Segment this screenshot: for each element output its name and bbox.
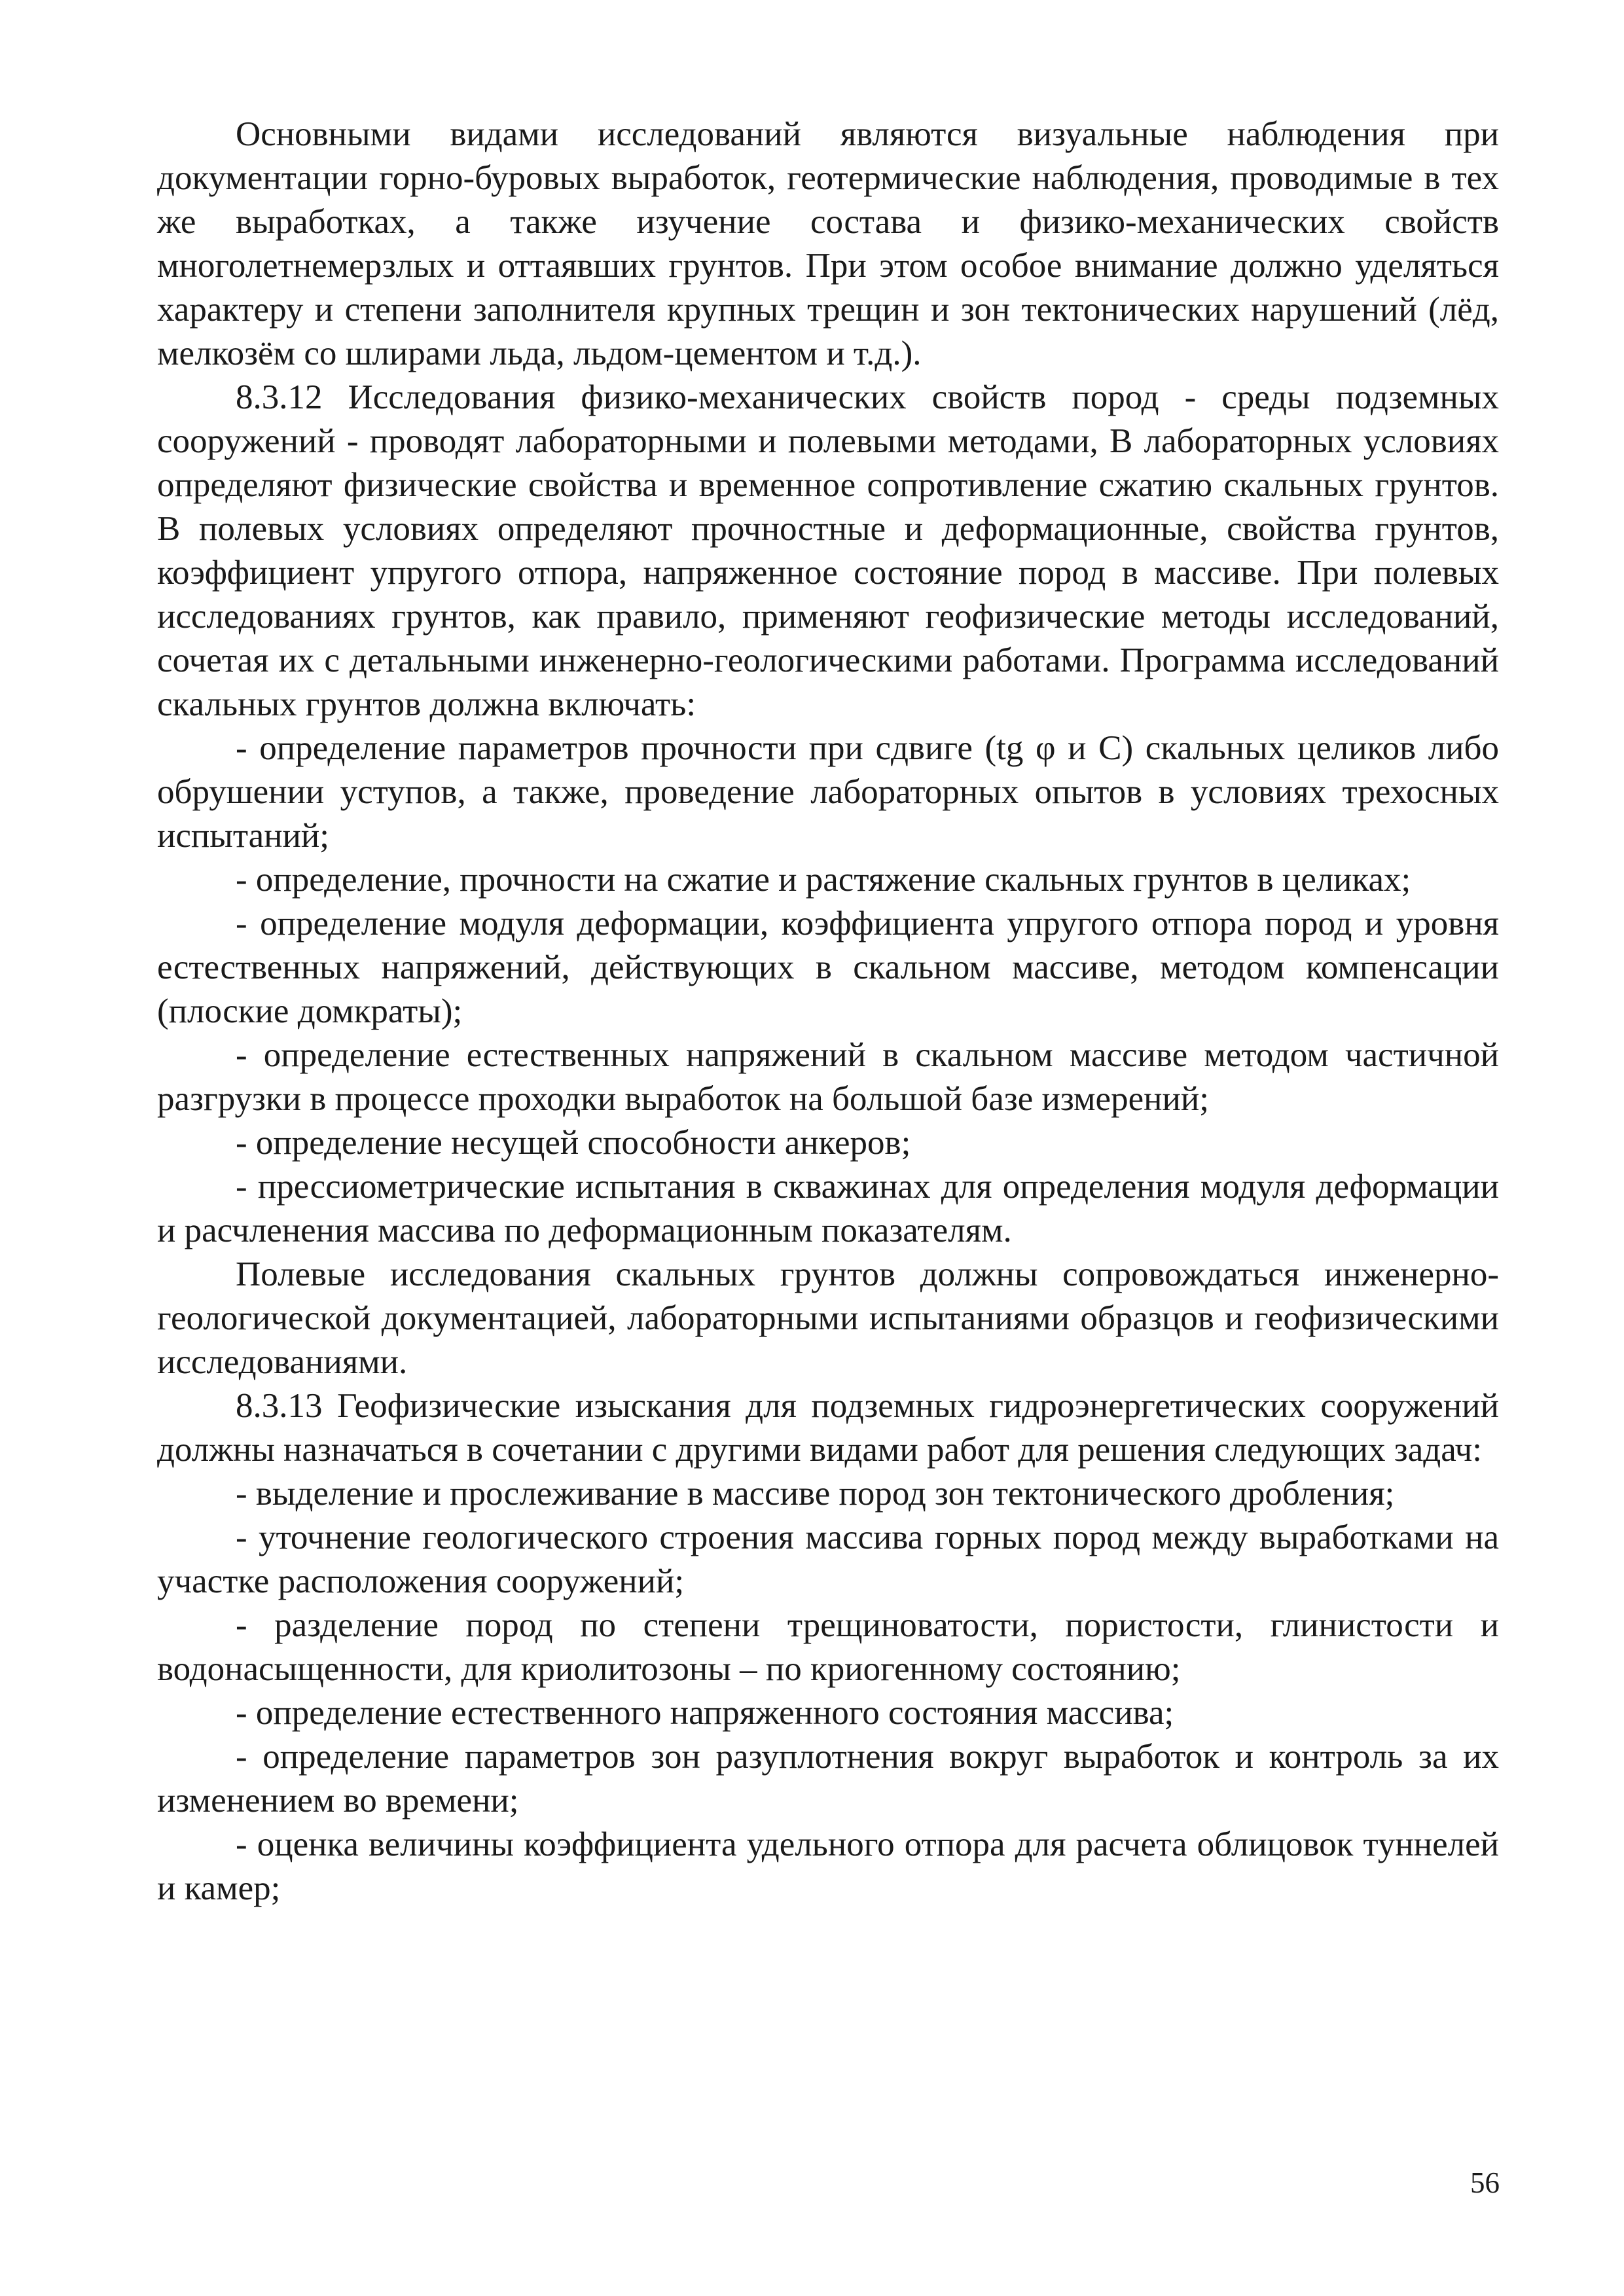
document-body — [157, 113, 1499, 1910]
list-item-geological-structure: - уточнение геологического строения массива горных пород между выработками на участке расположения сооружений; — [157, 1518, 1499, 1600]
page-number: 56 — [1470, 2166, 1500, 2199]
list-item-resistance-coefficient: - оценка величины коэффициента удельного отпора для расчета облицовок туннелей и камер; — [157, 1825, 1499, 1907]
list-item-natural-stresses: - определение естественных напряжений в скальном массиве методом частичной разгрузки в процессе проходки выработок на большой базе измерений; — [157, 1036, 1499, 1118]
list-item-pressuremeter-tests: - прессиометрические испытания в скважинах для определения модуля деформации и расчленения массива по деформационным показателям. — [157, 1168, 1499, 1249]
paragraph-8-3-12: 8.3.12 Исследования физико-механических свойств пород - среды подземных сооружений - проводят лабораторными и полевыми методами, В лабораторных условиях определяют физические свойства и временное сопротивление сжатию скальных грунтов. В полевых условиях определяют прочностные и деформационные, свойства грунтов, коэффициент упругого отпора, напряженное состояние пород в массиве. При полевых исследованиях грунтов, как правило, применяют геофизические методы исследований, сочетая их с детальными инженерно-геологическими работами. Программа исследований скальных грунтов должна включать: — [157, 378, 1499, 723]
list-item-shear-strength: - определение параметров прочности при сдвиге (tg φ и С) скальных целиков либо обрушении уступов, а также, проведение лабораторных опытов в условиях трехосных испытаний; — [157, 729, 1499, 855]
list-item-stress-state: - определение естественного напряженного состояния массива; — [236, 1694, 1174, 1732]
list-item-compression-strength: - определение, прочности на сжатие и растяжение скальных грунтов в целиках; — [236, 861, 1411, 899]
list-item-rock-separation: - разделение пород по степени трещиноватости, пористости, глинистости и водонасыщенности, для криолитозоны – по криогенному состоянию; — [157, 1606, 1499, 1688]
paragraph-visual-observations: Основными видами исследований являются визуальные наблюдения при документации горно-буровых выработок, геотермические наблюдения, проводимые в тех же выработках, а также изучение состава и физико-механических свойств многолетнемерзлых и оттаявших грунтов. При этом особое внимание должно уделяться характеру и степени заполнителя крупных трещин и зон тектонических нарушений (лёд, мелкозём со шлирами льда, льдом-цементом и т.д.). — [157, 115, 1499, 372]
list-item-anchor-capacity: - определение несущей способности анкеров; — [236, 1124, 911, 1162]
paragraph-8-3-13: 8.3.13 Геофизические изыскания для подземных гидроэнергетических сооружений должны назначаться в сочетании с другими видами работ для решения следующих задач: — [157, 1387, 1499, 1469]
list-item-deformation-modulus: - определение модуля деформации, коэффициента упругого отпора пород и уровня естественных напряжений, действующих в скальном массиве, методом компенсации (плоские домкраты); — [157, 905, 1499, 1030]
list-item-decompaction-zones: - определение параметров зон разуплотнения вокруг выработок и контроль за их изменением во времени; — [157, 1738, 1499, 1820]
list-item-tectonic-zones: - выделение и прослеживание в массиве пород зон тектонического дробления; — [236, 1475, 1395, 1513]
paragraph-field-studies: Полевые исследования скальных грунтов должны сопровождаться инженерно-геологической документацией, лабораторными испытаниями образцов и геофизическими исследованиями. — [157, 1255, 1499, 1381]
